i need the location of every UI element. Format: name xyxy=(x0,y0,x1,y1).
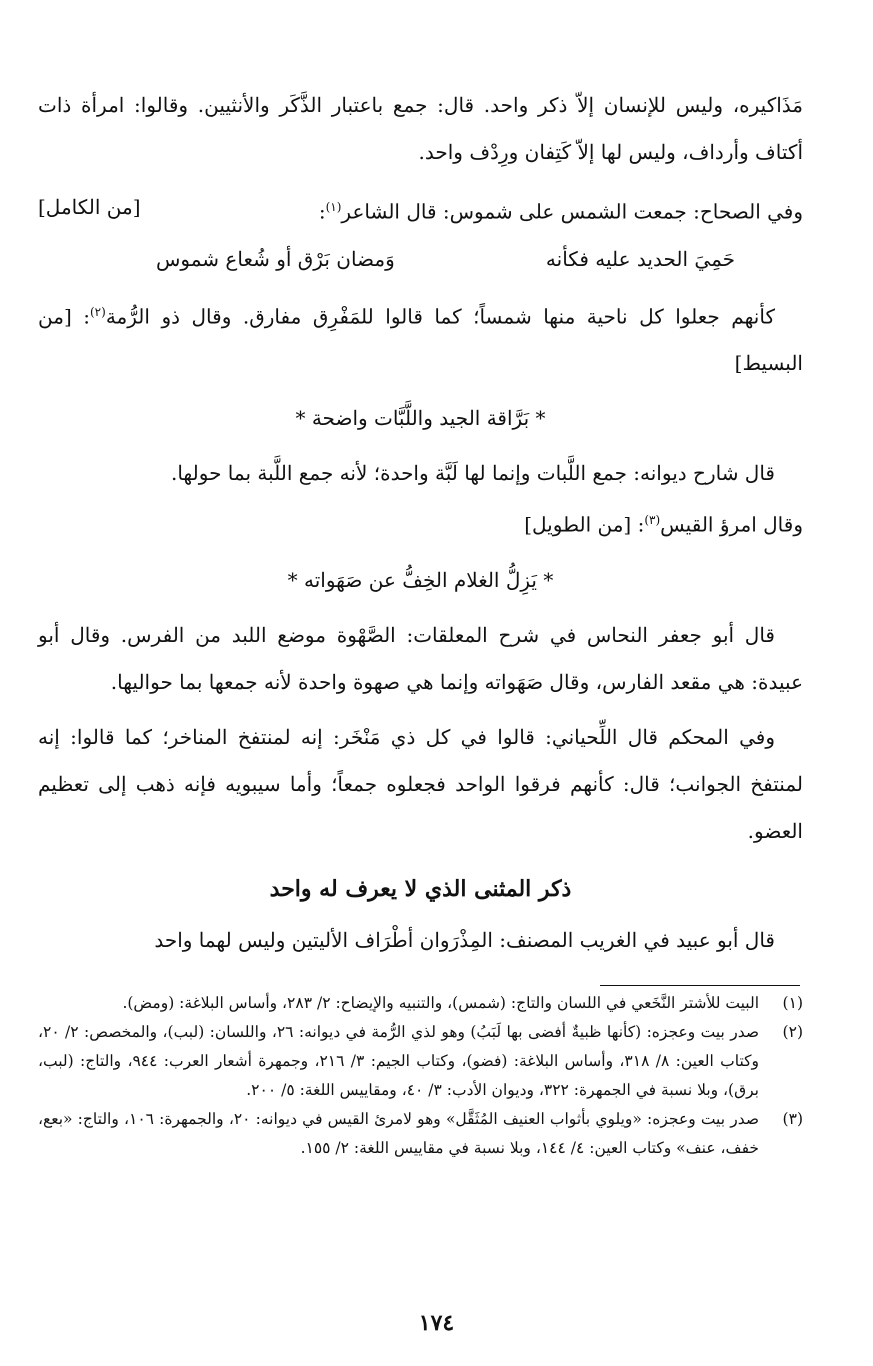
paragraph-8: قال أبو عبيد في الغريب المصنف: المِذْرَوان أطْرَاف الأليتين وليس لهما واحد xyxy=(154,927,775,952)
footnote-1-number: (١) xyxy=(782,994,803,1012)
footnote-ref-2[interactable]: (٢) xyxy=(89,304,106,319)
paragraph-3 xyxy=(38,289,803,388)
footnote-ref-3[interactable]: (٣) xyxy=(644,513,661,528)
verse-1-second-half: وَمضان بَرْق أو شُعاع شموس xyxy=(156,246,395,271)
footnote-2-text: صدر بيت وعجزه: (كأنها ظبيةٌ أفضى بها لَبَبُ) وهو لذي الرُّمة في ديوانه: ٢٦، واللسان: (لبب)، والمخصص: ٢/ ٢٠، وكتاب العين: ٨/ ٣١٨، وأساس البلاغة: (فضو)، وكتاب الجيم: ٣/ ٢١٦، وجمهرة أشعار العرب: ٩٤٤، والتاج: (لبب، برق)، وبلا نسبة في الجمهرة: ٣٢٢، وديوان الأدب: ٣/ ٤٠، ومقاييس اللغة: ٥/ ٢٠٠. xyxy=(38,1023,760,1099)
verse-1 xyxy=(38,236,803,283)
meter-label-kamil: [من الكامل] xyxy=(38,195,141,219)
verse-2: * بَرَّاقة الجيد واللَّبَّات واضحة * xyxy=(295,406,546,431)
verse-1-first-half: حَمِيَ الحديد عليه فكأنه xyxy=(545,246,735,271)
paragraph-5-text: وقال امرؤ القيس xyxy=(660,512,803,537)
verse-3: * يَزِلُّ الغلام الخِفُّ عن صَهَواته * xyxy=(287,567,554,592)
paragraph-2-colon: : xyxy=(318,199,326,224)
paragraph-6: قال أبو جعفر النحاس في شرح المعلقات: الصَّهْوة موضع اللبد من الفرس. وقال أبو عبيدة: هي مقعد الفارس، وقال صَهَواته وإنما هي صهوة واحدة لأنه جمعها بما حواليها. xyxy=(38,622,803,694)
paragraph-5 xyxy=(38,497,803,549)
section-heading: ذكر المثنى الذي لا يعرف له واحد xyxy=(269,875,572,902)
meter-label-tawil: : [من الطويل] xyxy=(524,512,645,537)
footnote-3-number: (٣) xyxy=(782,1110,803,1128)
paragraph-4: قال شارح ديوانه: جمع اللَّبات وإنما لها لَبَّة واحدة؛ لأنه جمع اللَّبة بما حولها. xyxy=(170,461,775,486)
footnote-1-text: البيت للأشتر النَّخَعي في اللسان والتاج: (شمس)، والتنبيه والإيضاح: ٢/ ٢٨٣، وأساس البلاغة: (ومض). xyxy=(122,994,759,1012)
main-text xyxy=(38,82,803,972)
paragraph-1: مَذَاكيره، وليس للإنسان إلاّ ذكر واحد. قال: جمع باعتبار الذَّكَر والأنثيين. وقالوا: امرأة ذات أكتاف وأرداف، وليس لها إلاّ كَتِفان ورِدْف واحد. xyxy=(38,93,803,164)
meter-label-basit: : [من البسيط] xyxy=(38,304,803,376)
footnote-2 xyxy=(38,1018,803,1105)
footnote-3-text: صدر بيت وعجزه: «ويلوي بأثواب العنيف المُثَقَّل» وهو لامرئ القيس في ديوانه: ٢٠، والجمهرة: ١٠٦، والتاج: «بعع، خفف، عنف» وكتاب العين: ٤/ ١٤٤، وبلا نسبة في مقاييس اللغة: ٢/ ١٥٥. xyxy=(38,1110,759,1157)
page-number: ١٧٤ xyxy=(418,1310,455,1336)
footnote-1 xyxy=(38,989,803,1018)
footnotes xyxy=(38,985,803,1163)
paragraph-3-text: كأنهم جعلوا كل ناحية منها شمساً؛ كما قالوا للمَفْرِق مفارق. وقال ذو الرُّمة xyxy=(105,304,775,329)
paragraph-7: وفي المحكم قال اللِّحياني: قالوا في كل ذي مَنْخَر: إنه لمنتفخ المناخر؛ كما قالوا: إنه لمنتفخ الجوانب؛ قال: كأنهم فرقوا الواحد فجعلوه جمعاً؛ وأما سيبويه فإنه ذهب إلى تعظيم العضو. xyxy=(38,724,803,843)
footnote-ref-1[interactable]: (١) xyxy=(325,200,342,214)
paragraph-2-body xyxy=(319,184,803,236)
footnote-3 xyxy=(38,1105,803,1163)
paragraph-2-text: وفي الصحاح: جمعت الشمس على شموس: قال الشاعر xyxy=(341,199,803,224)
paragraph-2 xyxy=(38,184,803,236)
footnote-2-number: (٢) xyxy=(782,1023,803,1041)
